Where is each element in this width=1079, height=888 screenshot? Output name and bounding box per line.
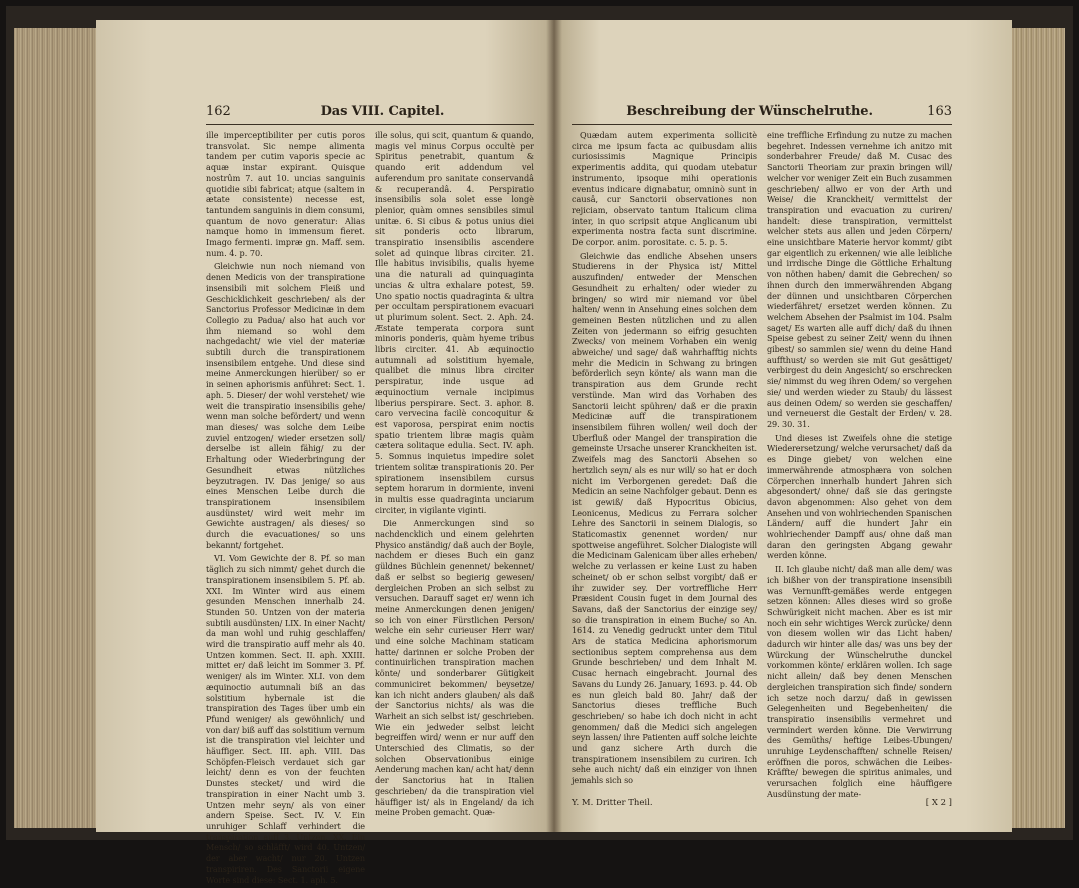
right-page [554, 20, 1012, 832]
right-page-number: 163 [927, 104, 952, 119]
left-head-title: Das VIII. Capitel. [320, 104, 445, 119]
right-footer [572, 798, 952, 808]
paragraph: II. Ich glaube nicht/ daß man alle dem/ was ich bißher von der transpiratione insensibili was Vernunfft-gemäßes werde entgegen setzen können: Alles dieses wird so große Schwürigkeit nicht machen. Aber es ist mir noch ein sehr wichtiges Werck zurücke/ denn von diesem wollen wir das Licht haben/ dadurch wir hinter alle das/ was uns bey der Würckung der Wünschelruthe dunckel vorkommen könte/ erklären wollen. Ich sage nicht allein/ daß bey denen Menschen dergleichen transpiration sich finde/ sondern ich setze noch darzu/ daß in gewissen Gelegenheiten und Begebenheiten/ die transpiratio insensibilis vermehret und vermindert werden könne. Die Verwirrung des Gemüths/ heftige Leibes-Ubungen/ unruhige Leydenschafften/ schnelle Reisen/ eröffnen die poros, schwächen die Leibes-Kräffte/ bewegen die spiritus animales, und verursachen folglich eine häuffigere Ausdünstung der mate- [767, 564, 952, 799]
paragraph: VI. Vom Gewichte der 8. Pf. so man täglich zu sich nimmt/ gehet durch die transpirationem insensibilem 5. Pf. ab. XXI. Im Winter wird aus einem gesunden Menschen innerhalb 24. Stunden 50. Untzen von der materia subtili ausdünsten/ LIX. In einer Nacht/ da man wohl und ruhig geschlaffen/ wird die transpiratio auff mehr als 40. Untzen kommen. Sect. II. aph. XXIII. mittet er/ daß leicht im Sommer 3. Pf. weniger/ als im Winter. XLI. von dem æquinoctio autumnali biß an das solstitium hybernale ist die transpiration des Tages über umb ein Pfund weniger/ als gewöhnlich/ und von dar/ biß auff das solstitium vernum ist die transpiration viel leichter und häuffiger. Sect. III. aph. VIII. Das Schöpfen-Fleisch verdauet sich gar leicht/ denn es von der feuchten Dunstes stecket/ und wird die transpiration in einer Nacht umb 3. Untzen mehr seyn/ als von einer andern Speise. Sect. IV. V. Ein unruhiger Schlaff verhindert die transpiration auff 3. Untzen. XX. Ein Mensch/ so schläfft/ wird 40. Untzen/ der aber wacht/ nur 20. Untzen transpiriren. Des Sanctorii eigene Worte sind diese: Sect. 1. aph. 5. [206, 553, 365, 885]
right-column-2 [767, 130, 952, 803]
left-page-number: 162 [206, 104, 231, 119]
open-book [6, 6, 1073, 885]
left-columns [206, 130, 534, 888]
right-column-1 [572, 130, 757, 803]
paragraph: Die Anmerckungen sind so nachdencklich und einem gelehrten Physico anständig/ daß auch der Boyle, nachdem er dieses Buch ein ganz güldnes Büchlein genennet/ bekennet/ daß er selbst so begierig gewesen/ dergleichen Proben an sich selbst zu versuchen. Darauff saget er/ wenn ich meine Anmerckungen denen jenigen/ so ich von einer Fürstlichen Person/ welche ein sehr curieuser Herr war/ und eine solche Machinam staticam hatte/ darinnen er solche Proben der continuirlichen transpiration machen könte/ und sonderbarer Gütigkeit communiciret bekommen/ beysetze/ kan ich nicht anders glauben/ als daß der Sanctorius nichts/ als was die Warheit an sich selbst ist/ geschrieben. Wie ein jedweder selbst leicht begreiffen wird/ wenn er nur auff den Unterschied des Climatis, so der solchen Observationibus einige Aenderung machen kan/ acht hat/ denn der Sanctorius hat in Italien geschrieben/ da die transpiration viel häuffiger ist/ als in Engeland/ da ich meine Proben gemacht. Quæ- [375, 518, 534, 818]
page-edges-left [14, 28, 102, 828]
left-page [96, 20, 554, 885]
paragraph: eine treffliche Erfindung zu nutze zu machen begehret. Indessen vernehme ich anitzo mit sonderbahrer Freude/ daß M. Cusac des Sanctorii Theoriam zur praxin bringen will/ welcher vor weniger Zeit ein Buch zusammen geschrieben/ allwo er von der Arth und Weise/ die Kranckheit/ vermittelst der transpiration und evacuation zu curiren/ handelt: diese transpiration, vermittelst welcher stets aus allen und jeden Cörpern/ eine unsichtbare Materie hervor kommt/ gibt gar eigentlich zu erkennen/ wie alle leibliche und irrdische Dinge die Göttliche Erhaltung von nöthen haben/ damit die Gebrechen/ so ihnen durch den immerwährenden Abgang der dünnen und unsichtbaren Cörperchen wiederfähret/ ersetzet werden können. Zu welchem Absehen der Psalmist im 104. Psalm saget/ Es warten alle auff dich/ daß du ihnen Speise gebest zu seiner Zeit/ wenn du ihnen gibest/ so sammlen sie/ wenn du deine Hand auffthust/ so werden sie mit Gut gesättiget/ verbirgest du dein Angesicht/ so erschrecken sie/ nimmst du weg ihren Odem/ so vergehen sie/ und werden wieder zu Staub/ du lässest aus deinen Odem/ so werden sie geschaffen/ und verneuerst die Gestalt der Erden/ v. 28. 29. 30. 31. [767, 130, 952, 429]
paragraph: Und dieses ist Zweifels ohne die stetige Wiederersetzung/ welche verursachet/ daß da es Dinge giebet/ von welchen eine immerwährende atmosphæra von solchen Cörperchen innerhalb hundert Jahren sich abgesondert/ ohne/ daß sie das geringste davon abgenommen: Also gehet von dem Ansehen und von wohlriechenden Spanischen Ländern/ auff die hundert Jahr ein wohlriechender Dampff aus/ ohne daß man daran den geringsten Abgang gewahr werden könne. [767, 432, 952, 561]
signature-mark: Y. M. Dritter Theil. [572, 798, 653, 808]
left-running-head [206, 104, 534, 119]
right-running-head [572, 104, 952, 119]
paragraph: ille solus, qui scit, quantum & quando, magis vel minus Corpus occultè per Spiritus penetrabit, quantum & quando erit addendum vel auferendum pro sanitate conservandâ & recuperandâ. 4. Perspiratio insensibilis sola solet esse longè plenior, quàm omnes sensibiles simul unitæ. 6. Si cibus & potus unius diei sit ponderis octo librarum, transpiratio insensibilis ascendere solet ad quinque libras circiter. 21. Ille habitus invisibilis, qualis hyeme una die naturali ad quinquaginta uncias & ultra exhalare potest, 59. Uno spatio noctis quadraginta & ultra per occultam perspirationem evacuari ut plurimum solent. Sect. 2. Aph. 24. Æstate temperata corpora sunt minoris ponderis, quàm hyeme tribus libris circiter. 41. Ab æquinoctio autumnali ad solstitium hyemale, qualibet die minus libra circiter perspiratur, inde usque ad æquinoctium vernale incipimus liberius perspirare. Sect. 3. aphor. 8. caro vervecina facilè concoquitur & est vaporosa, perspirat enim noctis spatio trientem libræ magis quàm cætera solitaque edulia. Sect. IV. aph. 5. Somnus inquietus impedire solet trientem solitæ transpirationis 20. Per spirationem insensibilem cursus septem horarum in dormiente, inveni in multis esse quadraginta unciarum circiter, in vigilante viginti. [375, 130, 534, 515]
page-edges-right [1003, 28, 1065, 828]
right-head-rule [572, 124, 952, 125]
paragraph: Gleichwie nun noch niemand von denen Medicis von der transpiratione insensibili mit solchem Fleiß und Geschicklichkeit geschrieben/ als der Sanctorius Professor Medicinæ in dem Collegio zu Padua/ also hat auch vor ihm niemand so wohl dem nachgedacht/ wie viel der materiæ subtili durch die transpirationem insensibilem entgehe. Und diese sind meine Anmerckungen hierüber/ so er in seinen aphorismis anführet: Sect. 1. aph. 5. Dieser/ der wohl verstehet/ wie weit die transpiratio insensibilis gehe/ wenn man solche befördert/ und wenn man dieses/ was solche dem Leibe zuviel entzogen/ wieder ersetzen soll/ derselbe ist allein fähig/ zu der Erhaltung oder Wiederbringung der Gesundheit etwas nützliches beyzutragen. IV. Das jenige/ so aus eines Menschen Leibe durch die transpirationem insensibilem ausdünstet/ wird weit mehr im Gewichte austragen/ als dieses/ so durch die evacuationes/ so uns bekannt/ fortgehet. [206, 261, 365, 550]
paragraph: Quædam autem experimenta sollicitè circa me ipsum facta ac quibusdam aliis curiosissimis Magnique Principis experimentis addita, qui quodam utebatur instrumento, ipsoque mihi operationis eventus indicare dignabatur, omninò sunt in causâ, cur Sanctorii observationes non rejiciam, observato tantum Italicum clima inter, in quo scripsit atque Anglicanum ubi experimenta nostra facta sunt discrimine. De corpor. anim. porositate. c. 5. p. 5. [572, 130, 757, 248]
right-columns [572, 130, 952, 803]
paragraph: ille imperceptibiliter per cutis poros transvolat. Sic nempe alimenta tandem per cutim vaporis specie ac aquæ instar expirant. Quisque nostrûm 7. aut 10. uncias sanguinis quotidie sibi fabricat; atque (saltem in ætate consistente) necesse est, tantundem sanguinis in diem consumi, quantum de novo generatur: Alias namque homo in immensum fieret. Imago fermenti. impræ gn. Maff. sem. num. 4. p. 70. [206, 130, 365, 258]
left-column-1 [206, 130, 365, 888]
left-head-rule [206, 124, 534, 125]
left-column-2 [375, 130, 534, 888]
right-head-title: Beschreibung der Wünschelruthe. [626, 104, 873, 119]
book-gutter [546, 20, 562, 832]
paragraph: Gleichwie das endliche Absehen unsers Studierens in der Physica ist/ Mittel auszufinden/ entweder der Menschen Gesundheit zu erhalten/ oder wieder zu bringen/ so wird mir niemand vor übel halten/ wenn in Ansehung eines solchen dem gemeinen Besten nützlichen und zu allen Zeiten von jedermann so eifrig gesuchten Zwecks/ von meinem Vorhaben ein wenig abweiche/ und sage/ daß wahrhafftig nichts mehr die Medicin in Schwang zu bringen beförderlich seyn könte/ als wann man die transpiration aus dem Grunde recht verstünde. Man wird das Vorhaben des Sanctorii leicht spühren/ daß er die praxin Medicinæ auff die transpirationem insensibilem führen wollen/ weil doch der Uberfluß oder Mangel der transpiration die gemeinste Ursache unserer Kranckheiten ist. Zweifels mag des Sanctorii Absehen so hertzlich seyn/ als es nur will/ so hat er doch nicht im Verborgenen geredet: Daß die Medicin an seine Nachfolger gebaut. Denn es ist gewiß/ daß Hypocritus Obicius, Leonicenus, Medicus zu Ferrara solcher Lehre des Sanctorii in seinem Dialogis, so Staticomastix genennet worden/ nur spottweise angeführet. Solcher Dialogiste will die Medicinam Galenicam über alles erheben/ welche zu verlassen er keine Lust zu haben scheinet/ ob er schon selbst vorgibt/ daß er ihr zuwider sey. Der vortreffliche Herr Præsident Cousin fuget in dem Journal des Savans, daß der Sanctorius der einzige sey/ so die transpiration in einem Buche/ so An. 1614. zu Venedig gedruckt unter dem Titul Ars de statica Medicina aphorismorum sectionibus septem comprehensa aus dem Grunde beschrieben/ und dem Inhalt M. Cusac hernach eingebracht. Journal des Savans du Lundy 26. January, 1693. p. 44. Ob es nun gleich bald 80. Jahr/ daß der Sanctorius dieses treffliche Buch geschrieben/ so habe ich doch nicht in acht genommen/ daß die Medici sich angelegen seyn lassen/ ihre Patienten auff solche leichte und ganz sichere Arth durch die transpirationem insensibilem zu curiren. Ich sehe auch nicht/ daß ein einziger von ihnen jemahls sich so [572, 250, 758, 786]
gathering-mark: [ X 2 ] [925, 798, 952, 808]
